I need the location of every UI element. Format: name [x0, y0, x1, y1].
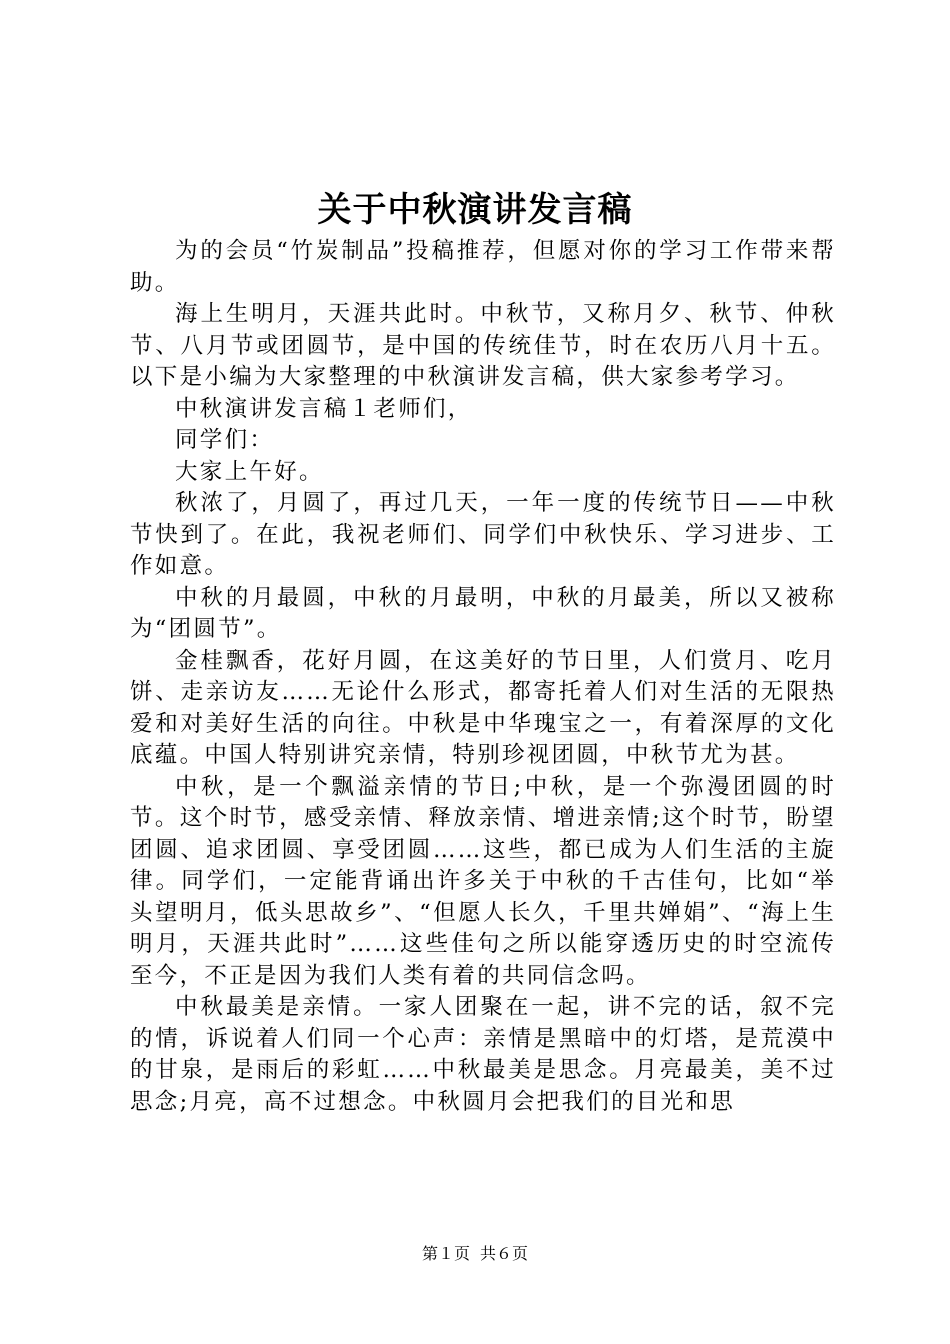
- paragraph-body: 中秋的月最圆，中秋的月最明，中秋的月最美，所以又被称为“团圆节”。: [130, 584, 836, 642]
- paragraph-body: 秋浓了，月圆了，再过几天，一年一度的传统节日——中秋节快到了。在此，我祝老师们、同学们中秋快乐、学习进步、工作如意。: [130, 490, 836, 579]
- paragraph-preface: 海上生明月，天涯共此时。中秋节，又称月夕、秋节、仲秋节、八月节或团圆节，是中国的传统佳节，时在农历八月十五。以下是小编为大家整理的中秋演讲发言稿，供大家参考学习。: [130, 301, 836, 390]
- paragraph-intro: 为的会员“竹炭制品”投稿推荐，但愿对你的学习工作带来帮助。: [130, 238, 836, 296]
- paragraph-greeting: 大家上午好。: [175, 458, 324, 485]
- paragraph-body: 中秋，是一个飘溢亲情的节日;中秋，是一个弥漫团圆的时节。这个时节，感受亲情、释放亲情、增进亲情;这个时节，盼望团圆、追求团圆、享受团圆……这些，都已成为人们生活的主旋律。同学们，一定能背诵出许多关于中秋的千古佳句，比如“举头望明月，低头思故乡”、“但愿人长久，千里共婵娟”、“海上生明月，天涯共此时”……这些佳句之所以能穿透历史的时空流传至今，不正是因为我们人类有着的共同信念吗。: [130, 773, 836, 989]
- document-body: [130, 236, 836, 1118]
- paragraph-salutation: 同学们：: [175, 427, 275, 453]
- page-footer: [0, 1243, 950, 1265]
- page-number: 第１页: [421, 1244, 470, 1263]
- paragraph-speech-heading: 中秋演讲发言稿１老师们，: [175, 395, 473, 422]
- paragraph-body: 中秋最美是亲情。一家人团聚在一起，讲不完的话，叙不完的情，诉说着人们同一个心声：亲情是黑暗中的灯塔，是荒漠中的甘泉，是雨后的彩虹……中秋最美是思念。月亮最美，美不过思念;月亮，高不过想念。中秋圆月会把我们的目光和思: [130, 994, 836, 1115]
- paragraph-body: 金桂飘香，花好月圆，在这美好的节日里，人们赏月、吃月饼、走亲访友……无论什么形式，都寄托着人们对生活的无限热爱和对美好生活的向往。中秋是中华瑰宝之一，有着深厚的文化底蕴。中国人特别讲究亲情，特别珍视团圆，中秋节尤为甚。: [130, 647, 836, 768]
- page-total: 共６页: [480, 1244, 529, 1263]
- document-title: 关于中秋演讲发言稿: [317, 190, 633, 230]
